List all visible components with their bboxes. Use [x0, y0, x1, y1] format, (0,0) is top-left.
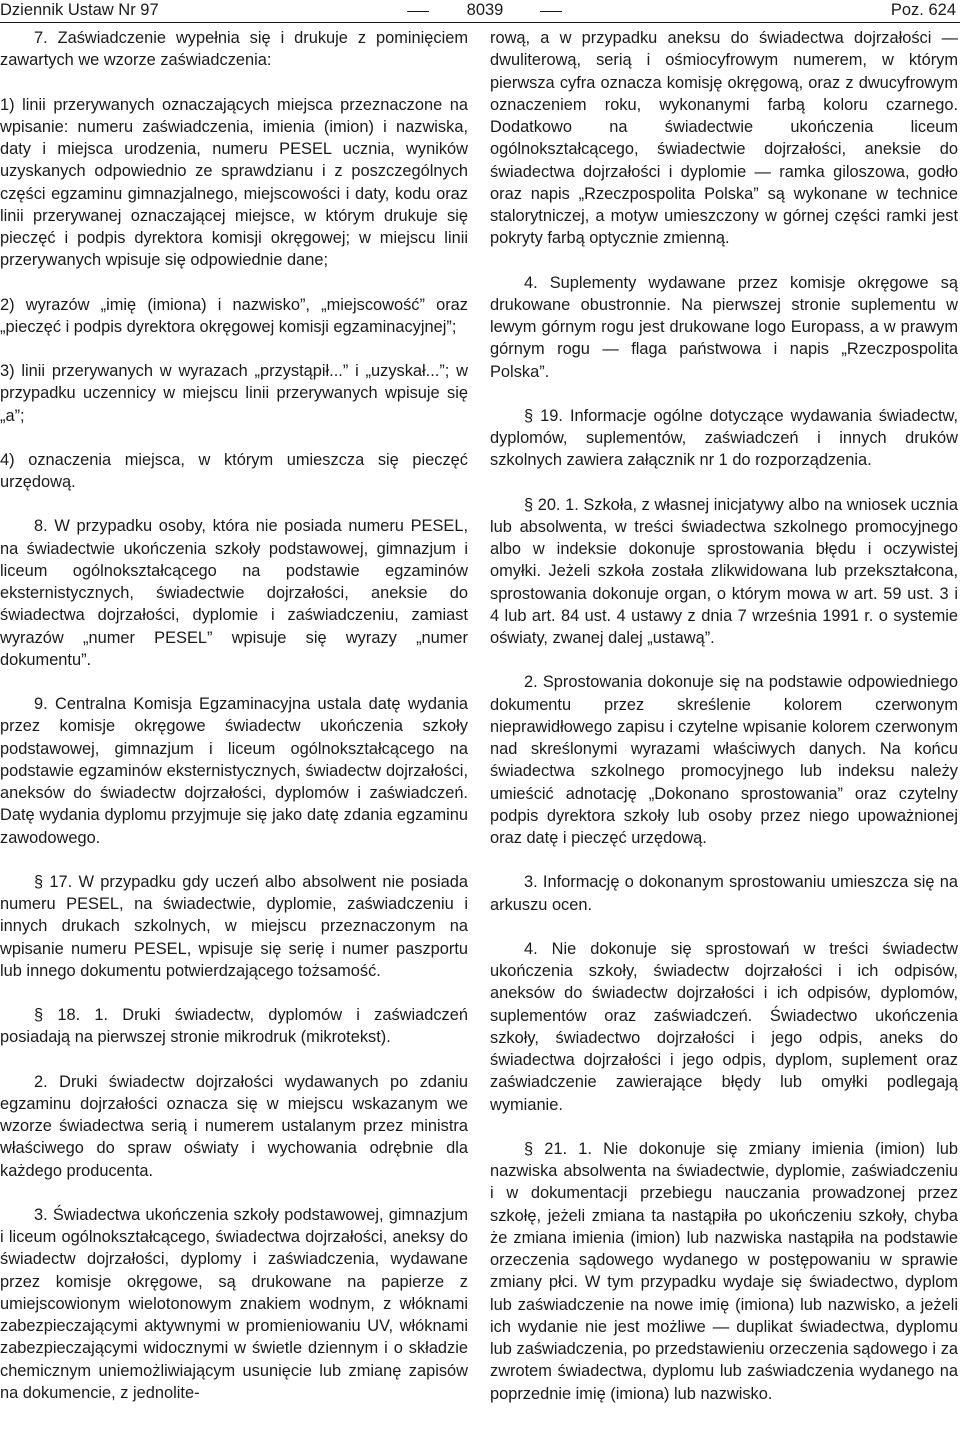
list-item: 1) linii przerywanych oznaczających miejsca przeznaczone na wpisanie: numeru zaświadczenia, imienia (imion) i nazwiska, daty i miejsca urodzenia, numeru PESEL ucznia, wyników uzyskanych odpowiednio ze sprawdzianu i z poszczególnych części egzaminu gimnazjalnego, miejscowości i daty, kodu oraz linii przerywanej oznaczającej miejsce, w którym drukuje się pieczęć i podpis dyrektora komisji okręgowej; w miejscu linii przerywanych wpisuje się odpowiednie dane; [0, 95, 468, 270]
paragraph: 3. Świadectwa ukończenia szkoły podstawowej, gimnazjum i liceum ogólnokształcącego, świadectwa dojrzałości, aneksy do świadectw dojrzałości, dyplomy i zaświadczenia, wydawane przez komisje okręgowe, są drukowane na papierze z umiejscowionym wielotonowym znakiem wodnym, z włóknami zabezpieczającymi aktywnymi w promieniowaniu UV, włóknami zabezpieczającymi widocznymi w świetle dziennym i o składzie chemicznym uniemożliwiającym usunięcie lub zmianę zapisów na dokumencie, z jednolite- [0, 1205, 468, 1402]
paragraph: 3. Informację o dokonanym sprostowaniu umieszcza się na arkuszu ocen. [490, 873, 958, 914]
header-dash-left [407, 11, 429, 12]
left-column [0, 27, 468, 1404]
paragraph: 2. Druki świadectw dojrzałości wydawanych po zdaniu egzaminu dojrzałości oznacza się w miejscu wskazanym we wzorze świadectwa serią i numerem ustalanym przez ministra właściwego do spraw oświaty i wychowania odrębnie dla każdego producenta. [0, 1072, 468, 1180]
paragraph: § 20. 1. Szkoła, z własnej inicjatywy albo na wniosek ucznia lub absolwenta, w treści świadectwa szkolnego promocyjnego albo w indeksie dokonuje sprostowania błędu i oczywistej omyłki. Jeżeli szkoła została zlikwidowana lub przekształcona, sprostowania dokonuje organ, o którym mowa w art. 59 ust. 3 i 4 lub art. 84 ust. 4 ustawy z dnia 7 września 1991 r. o systemie oświaty, zwanej dalej „ustawą”. [490, 495, 958, 647]
paragraph: 7. Zaświadczenie wypełnia się i drukuje z pominięciem zawartych we wzorze zaświadczenia: [0, 29, 468, 70]
position-number: Poz. 624 [890, 1, 956, 19]
right-column [490, 27, 958, 1405]
list-item: 3) linii przerywanych w wyrazach „przystąpił...” i „uzyskał...”; w przypadku uczennicy w miejscu linii przerywanych wpisuje się „a”; [0, 362, 468, 425]
list-item: 2) wyrazów „imię (imiona) i nazwisko”, „miejscowość” oraz „pieczęć i podpis dyrektora okręgowej komisji egzaminacyjnej”; [0, 295, 468, 336]
paragraph: 4. Nie dokonuje się sprostowań w treści świadectw ukończenia szkoły, świadectw dojrzałości i ich odpisów, aneksów do świadectw dojrzałości i ich odpisów, dyplomów, suplementów oraz zaświadczeń. Świadectwo ukończenia szkoły, świadectwo dojrzałości i jego odpis, aneks do świadectwa dojrzałości i jego odpis, dyplom, suplement oraz zaświadczenie zawierające błędy lub omyłki podlegają wymianie. [490, 939, 958, 1114]
paragraph: § 17. W przypadku gdy uczeń albo absolwent nie posiada numeru PESEL, na świadectwie, dyplomie, zaświadczeniu i innych drukach szkolnych, w miejscu przeznaczonym na wpisanie numeru PESEL, wpisuje się serię i numer paszportu lub innego dokumentu potwierdzającego tożsamość. [0, 872, 468, 980]
page-header [0, 0, 960, 22]
paragraph: 8. W przypadku osoby, która nie posiada numeru PESEL, na świadectwie ukończenia szkoły podstawowej, gimnazjum i liceum ogólnokształcącego na podstawie egzaminów eksternistycznych, świadectwie dojrzałości, aneksie do świadectwa dojrzałości, dyplomie i zaświadczeniu, zamiast wyrazów „numer PESEL” wpisuje się wyrazy „numer dokumentu”. [0, 517, 468, 669]
paragraph: rową, a w przypadku aneksu do świadectwa dojrzałości — dwuliterową, serią i ośmiocyfrowym numerem, w którym pierwsza cyfra oznacza komisję okręgową, oraz z dwucyfrowym oznaczeniem roku, wykonanymi farbą koloru czarnego. Dodatkowo na świadectwie ukończenia liceum ogólnokształcącego, świadectwie dojrzałości, aneksie do świadectwa dojrzałości i dyplomie — ramka giloszowa, godło oraz napis „Rzeczpospolita Polska” są wykonane w technice stalorytniczej, a motyw umieszczony w górnej części ramki jest pokryty farbą optycznie zmienną. [490, 29, 958, 248]
paragraph: § 21. 1. Nie dokonuje się zmiany imienia (imion) lub nazwiska absolwenta na świadectwie, dyplomie, zaświadczeniu i w dokumentacji przebiegu nauczania prowadzonej przez szkołę, jeżeli zmiana ta nastąpiła po ukończeniu szkoły, chyba że zmiana imienia (imion) lub nazwiska nastąpiła na podstawie orzeczenia sądowego wydanego w postępowaniu w sprawie zmiany płci. W tym przypadku wydaje się świadectwo, dyplom lub zaświadczenie na nowe imię (imiona) lub nazwisko, a jeżeli ich wydanie nie jest możliwe — duplikat świadectwa, dyplomu lub zaświadczenia, po przedstawieniu orzeczenia sądowego i za zwrotem świadectwa, dyplomu lub zaświadczenia wydanego na poprzednie imię (imiona) lub nazwisko. [490, 1139, 958, 1403]
journal-title: Dziennik Ustaw Nr 97 [0, 1, 159, 19]
header-rule [0, 22, 960, 23]
paragraph: § 19. Informacje ogólne dotyczące wydawania świadectw, dyplomów, suplementów, zaświadczeń i innych druków szkolnych zawiera załącznik nr 1 do rozporządzenia. [490, 406, 958, 470]
header-dash-right [540, 11, 562, 12]
paragraph: 2. Sprostowania dokonuje się na podstawie odpowiedniego dokumentu przez skreślenie kolorem czerwonym nieprawidłowego zapisu i czytelne wpisanie kolorem czerwonym nad skreślonymi wyrazami właściwych danych. Na końcu świadectwa szkolnego promocyjnego lub indeksu należy umieścić adnotację „Dokonano sprostowania” oraz czytelny podpis dyrektora szkoły lub osoby przez niego upoważnionej oraz datę i pieczęć urzędową. [490, 673, 958, 847]
paragraph: § 18. 1. Druki świadectw, dyplomów i zaświadczeń posiadają na pierwszej stronie mikrodruk (mikrotekst). [0, 1006, 468, 1047]
list-item: 4) oznaczenia miejsca, w którym umieszcza się pieczęć urzędową. [0, 450, 468, 491]
paragraph: 9. Centralna Komisja Egzaminacyjna ustala datę wydania przez komisje okręgowe świadectw ukończenia szkoły podstawowej, gimnazjum i liceum ogólnokształcącego na podstawie egzaminów eksternistycznych, świadectw dojrzałości, aneksów do świadectw dojrzałości, dyplomów i zaświadczeń. Datę wydania dyplomu przyjmuje się jako datę zdania egzaminu zawodowego. [0, 695, 468, 847]
page-number: 8039 [466, 1, 504, 19]
paragraph: 4. Suplementy wydawane przez komisje okręgowe są drukowane obustronnie. Na pierwszej stronie suplementu w lewym górnym rogu jest drukowane logo Europass, a w prawym górnym rogu — flaga państwowa i napis „Rzeczpospolita Polska”. [490, 273, 958, 381]
